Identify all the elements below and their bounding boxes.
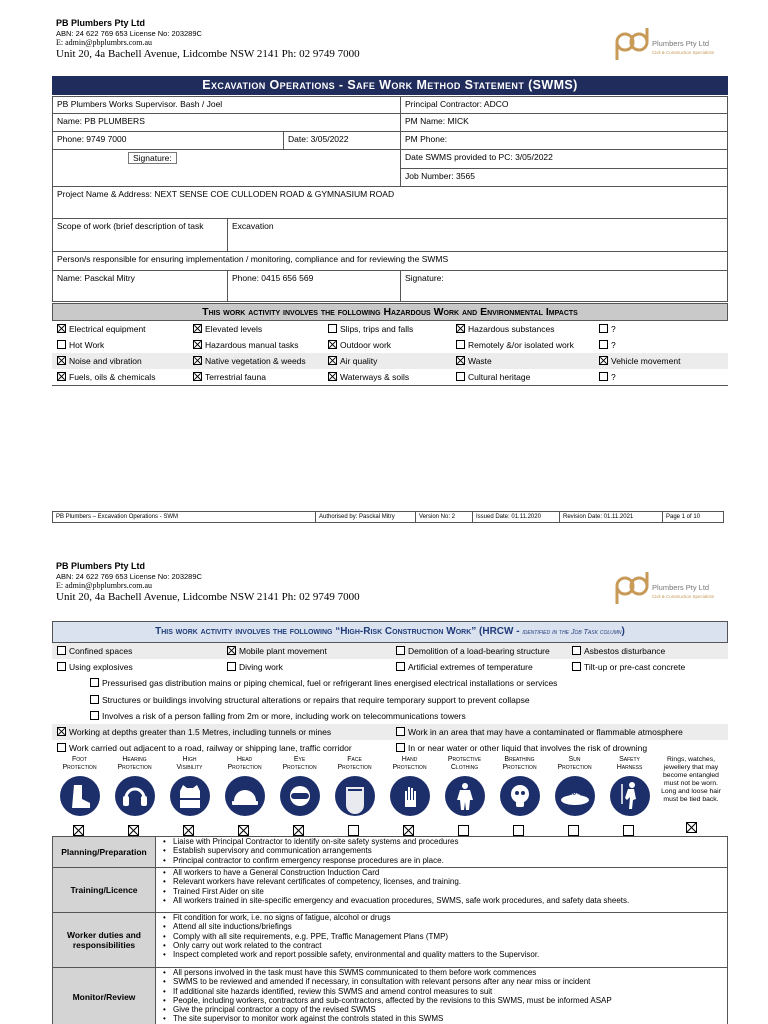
company-logo: [612, 570, 722, 610]
hazard-option[interactable]: [57, 372, 155, 383]
ppe-item: [52, 756, 107, 840]
ppe-label-line1: Safety: [619, 756, 640, 763]
hazard-option[interactable]: [57, 340, 104, 351]
hazard-option[interactable]: [599, 324, 616, 335]
signature-label: Signature:: [128, 152, 177, 164]
hazard-label: ?: [611, 324, 616, 334]
face-shield-icon: [335, 776, 375, 816]
job-number-field: Job Number: 3565: [400, 168, 728, 187]
hazard-label: Slips, trips and falls: [340, 324, 414, 334]
ppe-label: [492, 756, 547, 774]
company-address: Unit 20, 4a Bachell Avenue, Lidcombe NSW 2141 Ph: 02 9749 7000: [56, 48, 360, 60]
bullet-item: • All workers trained in site-specific emergency and evacuation procedures, SWMS, safe work procedures, and safety data sheets.: [163, 896, 721, 905]
hrcw-label: Confined spaces: [69, 646, 133, 656]
hazard-label: Terrestrial fauna: [205, 372, 266, 382]
hazard-option[interactable]: [57, 356, 142, 367]
ppe-checkbox[interactable]: [623, 825, 634, 836]
bullet-item: • All workers to have a General Construction Induction Card: [163, 868, 721, 877]
hazard-checkbox[interactable]: [456, 324, 465, 333]
ppe-checkbox[interactable]: [293, 825, 304, 836]
ppe-label-line1: Foot: [71, 756, 88, 763]
logo-text: Plumbers Pty Ltd: [652, 583, 710, 592]
hazard-checkbox[interactable]: [599, 324, 608, 333]
hazard-checkbox[interactable]: [456, 356, 465, 365]
hrcw-label: Involves a risk of a person falling from 2m or more, including work on telecommunications towers: [102, 711, 466, 721]
ppe-grid: [52, 756, 728, 834]
ppe-label: [162, 756, 217, 774]
hrcw-option[interactable]: [90, 695, 530, 706]
page-2: [0, 556, 768, 1024]
ppe-item: [602, 756, 657, 840]
ppe-label-line2: Protection: [227, 764, 262, 771]
hazard-label: Noise and vibration: [69, 356, 142, 366]
ppe-item: [547, 756, 602, 840]
hazard-label: Hazardous manual tasks: [205, 340, 299, 350]
hazard-option[interactable]: [328, 372, 409, 383]
responsible-phone: Phone: 0415 656 569: [227, 270, 401, 302]
hard-hat-icon: [225, 776, 265, 816]
controls-row-heading: Training/Licence: [53, 868, 156, 912]
pb-logo-icon: [612, 570, 652, 610]
earmuffs-icon: [115, 776, 155, 816]
bullet-item: • People, including workers, contractors and sub-contractors, affected by the revisions to this SWMS, must be informed ASAP: [163, 996, 721, 1005]
jewellery-note: Rings, watches, jewellery that may become entangled must not be worn. Long and loose hair must be tied back.: [661, 756, 721, 803]
ppe-label: [382, 756, 437, 774]
hazard-label: Cultural heritage: [468, 372, 531, 382]
boot-icon: [60, 776, 100, 816]
ppe-label-line1: Sun: [568, 756, 581, 763]
hazard-option[interactable]: [599, 356, 680, 367]
company-email: E: admin@pbplumbrs.com.au: [56, 38, 153, 47]
hrcw-option[interactable]: [396, 646, 550, 657]
ppe-label-line2: Visibility: [176, 764, 203, 771]
responsible-name: Name: Pasckal Mitry: [52, 270, 228, 302]
pm-phone-field: PM Phone:: [400, 131, 728, 150]
hazard-label: Elevated levels: [205, 324, 263, 334]
hazard-checkbox[interactable]: [328, 356, 337, 365]
ppe-label: [272, 756, 327, 774]
hrcw-checkbox[interactable]: [57, 743, 66, 752]
hi-vis-vest-icon: [170, 776, 210, 816]
scope-value: Excavation: [227, 218, 728, 252]
ppe-label: [547, 756, 602, 774]
ppe-label-line1: Protective: [447, 756, 482, 763]
hrcw-option[interactable]: [57, 727, 331, 738]
ppe-label-line2: Harness: [616, 764, 643, 771]
ppe-label-line2: Clothing: [450, 764, 479, 771]
bullet-item: • SWMS to be reviewed and amended if necessary, in consultation with relevant persons after any near miss or incident: [163, 977, 721, 986]
bullet-item: • If additional site hazards identified, review this SWMS and amend control measures to suit: [163, 987, 721, 996]
ppe-label: [437, 756, 492, 774]
glove-icon: [390, 776, 430, 816]
hrcw-label: Tilt-up or pre-cast concrete: [584, 662, 686, 672]
hazard-option[interactable]: [193, 372, 266, 383]
bullet-item: • Only carry out work related to the contract: [163, 941, 721, 950]
controls-row: [52, 967, 728, 1024]
bullet-item: • Fit condition for work, i.e. no signs of fatigue, alcohol or drugs: [163, 913, 721, 922]
hazard-checkbox[interactable]: [456, 340, 465, 349]
hazards-heading: This work activity involves the following Hazardous Work and Environmental Impacts: [52, 303, 728, 321]
ppe-item: [217, 756, 272, 840]
hazard-option[interactable]: [57, 324, 146, 335]
hrcw-label: Asbestos disturbance: [584, 646, 666, 656]
hrcw-checkbox[interactable]: [396, 646, 405, 655]
ppe-checkbox[interactable]: [73, 825, 84, 836]
hazard-checkbox[interactable]: [193, 356, 202, 365]
controls-row-items: [157, 913, 727, 967]
hrcw-option[interactable]: [90, 711, 466, 722]
hrcw-option[interactable]: [396, 743, 647, 754]
ppe-item: [382, 756, 437, 840]
hazard-option[interactable]: [456, 372, 530, 383]
hazard-label: Vehicle movement: [611, 356, 681, 366]
coverall-icon: [445, 776, 485, 816]
hrcw-label: Work in an area that may have a contaminated or flammable atmosphere: [408, 727, 683, 737]
company-address: Unit 20, 4a Bachell Avenue, Lidcombe NSW 2141 Ph: 02 9749 7000: [56, 591, 360, 603]
bullet-item: • The site supervisor to monitor work against the controls stated in this SWMS: [163, 1014, 721, 1023]
hazard-option[interactable]: [328, 340, 391, 351]
hrcw-label: Diving work: [239, 662, 283, 672]
hrcw-label: In or near water or other liquid that involves the risk of drowning: [408, 743, 648, 753]
ppe-label-line2: Protection: [117, 764, 152, 771]
hazard-checkbox[interactable]: [456, 372, 465, 381]
logo-text: Plumbers Pty Ltd: [652, 39, 710, 48]
hazard-label: ?: [611, 372, 616, 382]
bullet-item: • All persons involved in the task must have this SWMS communicated to them before work commences: [163, 968, 721, 977]
bullet-item: • Comply with all site requirements, e.g. PPE, Traffic Management Plans (TMP): [163, 932, 721, 941]
hrcw-checkbox[interactable]: [57, 662, 66, 671]
company-name: PB Plumbers Pty Ltd: [56, 561, 146, 571]
hrcw-label: Working at depths greater than 1.5 Metres, including tunnels or mines: [69, 727, 332, 737]
footer-authorised: Authorised by: Pasckal Mitry: [315, 511, 416, 523]
footer-doc: PB Plumbers – Excavation Operations - SWM: [52, 511, 316, 523]
hazard-checkbox[interactable]: [193, 372, 202, 381]
ppe-checkbox[interactable]: [238, 825, 249, 836]
hrcw-checkbox[interactable]: [396, 662, 405, 671]
hrcw-checkbox[interactable]: [90, 711, 99, 720]
date-field: Date: 3/05/2022: [283, 131, 401, 150]
swms-title: Excavation Operations - Safe Work Method Statement (SWMS): [52, 76, 728, 95]
goggles-icon: [280, 776, 320, 816]
ppe-checkbox[interactable]: [348, 825, 359, 836]
company-abn: ABN: 24 622 769 653 License No: 203289C: [56, 29, 202, 38]
hazard-option[interactable]: [193, 324, 262, 335]
hazard-label: Electrical equipment: [69, 324, 146, 334]
ppe-checkbox[interactable]: [128, 825, 139, 836]
ppe-checkbox[interactable]: [183, 825, 194, 836]
hazard-checkbox[interactable]: [57, 356, 66, 365]
ppe-item: [492, 756, 547, 840]
ppe-label: [107, 756, 162, 774]
hrcw-option[interactable]: [227, 646, 327, 657]
hazard-label: Fuels, oils & chemicals: [69, 372, 156, 382]
bullet-item: • Trained First Aider on site: [163, 887, 721, 896]
company-logo: [612, 26, 722, 66]
hazard-label: Hazardous substances: [468, 324, 555, 334]
hrcw-note: identified in the Job Task column: [522, 629, 622, 636]
hazard-checkbox[interactable]: [599, 340, 608, 349]
hrcw-title: This work activity involves the following “High-Risk Construction Work” (HRCW -: [155, 626, 523, 637]
bullet-item: • Relevant workers have relevant certificates of competency, licenses, and training.: [163, 877, 721, 886]
hazard-label: Remotely &/or isolated work: [468, 340, 574, 350]
bullet-item: • Attend all site inductions/briefings: [163, 922, 721, 931]
hazard-checkbox[interactable]: [599, 356, 608, 365]
hazard-option[interactable]: [193, 356, 306, 367]
ppe-checkbox[interactable]: [403, 825, 414, 836]
hazard-option[interactable]: [328, 324, 413, 335]
hazard-checkbox[interactable]: [193, 340, 202, 349]
ppe-item: [162, 756, 217, 840]
bullet-item: • Inspect completed work and report possible safety, environmental and quality matters to the Supervisor.: [163, 950, 721, 959]
controls-row: [52, 867, 728, 913]
hazard-label: Waste: [468, 356, 492, 366]
phone-field: Phone: 9749 7000: [52, 131, 284, 150]
hazard-option[interactable]: [193, 340, 299, 351]
hazard-checkbox[interactable]: [57, 340, 66, 349]
hrcw-option[interactable]: [57, 662, 133, 673]
ppe-checkbox[interactable]: [513, 825, 524, 836]
hazard-option[interactable]: [599, 372, 616, 383]
hrcw-label: Mobile plant movement: [239, 646, 327, 656]
hrcw-option[interactable]: [57, 646, 132, 657]
hrcw-checkbox[interactable]: [90, 678, 99, 687]
hrcw-checkbox[interactable]: [572, 646, 581, 655]
hrcw-checkbox[interactable]: [57, 646, 66, 655]
company-abn: ABN: 24 622 769 653 License No: 203289C: [56, 572, 202, 581]
ppe-label: [217, 756, 272, 774]
hrcw-close: ): [621, 626, 625, 637]
ppe-label-line1: Head: [236, 756, 253, 763]
ppe-label: [52, 756, 107, 774]
logo-subtext: Civil & Construction Specialists: [652, 594, 715, 599]
hrcw-label: Structures or buildings involving structural alterations or repairs that require temporary support to prevent collapse: [102, 695, 530, 705]
logo-subtext: Civil & Construction Specialists: [652, 50, 715, 55]
hrcw-option[interactable]: [572, 662, 685, 673]
company-name: PB Plumbers Pty Ltd: [56, 18, 146, 28]
hazard-label: Outdoor work: [340, 340, 392, 350]
pm-name-field: PM Name: MICK: [400, 113, 728, 132]
controls-row-items: [157, 968, 727, 1024]
hrcw-option[interactable]: [396, 727, 683, 738]
signature-area[interactable]: [52, 149, 401, 187]
hazard-checkbox[interactable]: [328, 340, 337, 349]
footer-issued: Issued Date: 01.11.2020: [472, 511, 560, 523]
hazard-label: Air quality: [340, 356, 378, 366]
supervisor-field: PB Plumbers Works Supervisor. Bash / Joel: [52, 96, 401, 114]
hrcw-label: Demolition of a load-bearing structure: [408, 646, 550, 656]
hazard-checkbox[interactable]: [328, 372, 337, 381]
hazard-option[interactable]: [599, 340, 616, 351]
hazard-option[interactable]: [456, 356, 492, 367]
controls-row: [52, 912, 728, 968]
hazard-checkbox[interactable]: [57, 372, 66, 381]
ppe-item: [272, 756, 327, 840]
ppe-label-line1: Eye: [293, 756, 306, 763]
ppe-label-line1: High: [182, 756, 197, 763]
ppe-label-line1: Hand: [401, 756, 418, 763]
bullet-item: • Liaise with Principal Contractor to identify on-site safety systems and procedures: [163, 837, 721, 846]
ppe-label-line1: Breathing: [504, 756, 535, 763]
footer-version: Version No: 2: [415, 511, 473, 523]
hrcw-option[interactable]: [57, 743, 352, 754]
hazard-label: ?: [611, 340, 616, 350]
hazard-option[interactable]: [456, 324, 554, 335]
bullet-item: • Establish supervisory and communication arrangements: [163, 846, 721, 855]
respirator-icon: [500, 776, 540, 816]
hazard-option[interactable]: [456, 340, 574, 351]
responsible-label: Person/s responsible for ensuring implementation / monitoring, compliance and for reviewing the SWMS: [52, 251, 728, 271]
hazard-checkbox[interactable]: [57, 324, 66, 333]
date-provided-field: Date SWMS provided to PC: 3/05/2022: [400, 149, 728, 169]
spf-label: 30+: [569, 791, 580, 797]
company-email: E: admin@pbplumbrs.com.au: [56, 581, 153, 590]
name-field: Name: PB PLUMBERS: [52, 113, 401, 132]
hazard-option[interactable]: [328, 356, 377, 367]
ppe-label-line2: Protection: [62, 764, 97, 771]
ppe-label-line1: Hearing: [122, 756, 147, 763]
responsible-signature[interactable]: Signature:: [400, 270, 728, 302]
hrcw-label: Pressurised gas distribution mains or piping chemical, fuel or refrigerant lines energised electrical installations or services: [102, 678, 558, 688]
hazard-checkbox[interactable]: [328, 324, 337, 333]
page-footer: [52, 511, 724, 523]
ppe-label-line1: Face: [347, 756, 362, 763]
hazard-checkbox[interactable]: [599, 372, 608, 381]
footer-page: Page 1 of 10: [662, 511, 724, 523]
ppe-label-line2: Protection: [337, 764, 372, 771]
ppe-item: [437, 756, 492, 840]
hrcw-checkbox[interactable]: [227, 646, 236, 655]
principal-contractor-field: Principal Contractor: ADCO: [400, 96, 728, 114]
controls-row-heading: Worker duties and responsibilities: [53, 913, 156, 967]
hrcw-option[interactable]: [90, 678, 557, 689]
hrcw-option[interactable]: [572, 646, 665, 657]
ppe-checkbox[interactable]: [568, 825, 579, 836]
hrcw-option[interactable]: [396, 662, 533, 673]
hazard-label: Waterways & soils: [340, 372, 410, 382]
hrcw-label: Using explosives: [69, 662, 133, 672]
ppe-label: [327, 756, 382, 774]
project-field: Project Name & Address: NEXT SENSE COE CULLODEN ROAD & GYMNASIUM ROAD: [52, 186, 728, 219]
harness-icon: [610, 776, 650, 816]
controls-row-items: [157, 837, 727, 867]
hrcw-label: Artificial extremes of temperature: [408, 662, 533, 672]
pb-logo-icon: [612, 26, 652, 66]
bullet-item: • Give the principal contractor a copy of the revised SWMS: [163, 1005, 721, 1014]
controls-row: [52, 836, 728, 868]
hrcw-checkbox[interactable]: [227, 662, 236, 671]
jewellery-note-checkbox[interactable]: [686, 822, 697, 833]
hrcw-checkbox[interactable]: [90, 695, 99, 704]
ppe-label: [602, 756, 657, 774]
hazards-bottom-rule: [52, 385, 728, 386]
hrcw-heading: [52, 621, 728, 643]
ppe-label-line2: Protection: [502, 764, 537, 771]
ppe-label-line2: Protection: [392, 764, 427, 771]
ppe-label-line2: Protection: [282, 764, 317, 771]
hrcw-checkbox[interactable]: [396, 727, 405, 736]
hrcw-option[interactable]: [227, 662, 283, 673]
ppe-label-line2: Protection: [557, 764, 592, 771]
controls-row-heading: Monitor/Review: [53, 968, 156, 1024]
hazard-label: Hot Work: [69, 340, 105, 350]
hrcw-checkbox[interactable]: [572, 662, 581, 671]
ppe-item: [327, 756, 382, 840]
ppe-checkbox[interactable]: [458, 825, 469, 836]
controls-row-items: [157, 868, 727, 912]
hrcw-label: Work carried out adjacent to a road, railway or shipping lane, traffic corridor: [69, 743, 352, 753]
hrcw-checkbox[interactable]: [396, 743, 405, 752]
hazard-checkbox[interactable]: [193, 324, 202, 333]
bullet-item: • Principal contractor to confirm emergency response procedures are in place.: [163, 856, 721, 865]
controls-row-heading: Planning/Preparation: [53, 837, 156, 867]
hazard-label: Native vegetation & weeds: [205, 356, 306, 366]
ppe-item: [107, 756, 162, 840]
scope-label: Scope of work (brief description of task: [52, 218, 228, 252]
footer-revision: Revision Date: 01.11.2021: [559, 511, 663, 523]
hrcw-checkbox[interactable]: [57, 727, 66, 736]
